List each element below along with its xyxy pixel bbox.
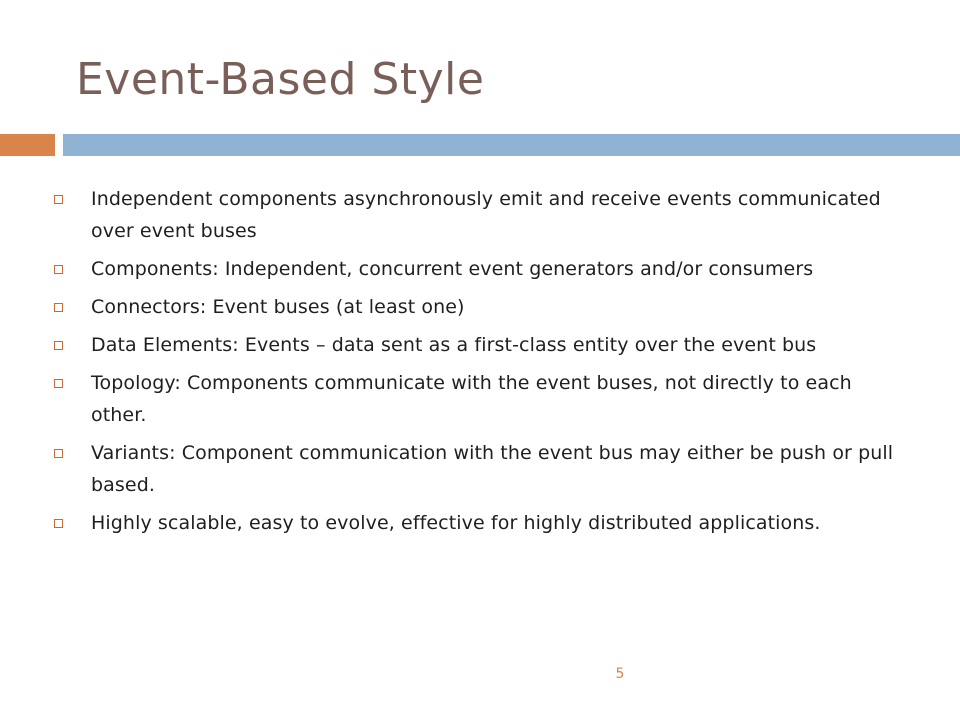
bullet-item <box>52 437 912 501</box>
title-accent-bar-blue <box>63 134 960 156</box>
bullet-text: Data Elements: Events – data sent as a first-class entity over the event bus <box>91 334 817 356</box>
hollow-square-bullet-icon <box>54 265 63 274</box>
bullet-item <box>52 507 912 539</box>
bullet-item <box>52 329 912 361</box>
hollow-square-bullet-icon <box>54 303 63 312</box>
bullet-item <box>52 183 912 247</box>
hollow-square-bullet-icon <box>54 519 63 528</box>
bullet-text: Variants: Component communication with the event bus may either be push or pull based. <box>91 442 894 496</box>
page-number: 5 <box>615 666 625 682</box>
slide-title: Event-Based Style <box>76 54 485 105</box>
bullet-item <box>52 291 912 323</box>
bullet-item <box>52 253 912 285</box>
bullet-text: Highly scalable, easy to evolve, effective for highly distributed applications. <box>91 512 821 534</box>
bullet-item <box>52 367 912 431</box>
title-accent-bar-orange <box>0 134 55 156</box>
hollow-square-bullet-icon <box>54 195 63 204</box>
hollow-square-bullet-icon <box>54 379 63 388</box>
bullet-text: Connectors: Event buses (at least one) <box>91 296 465 318</box>
hollow-square-bullet-icon <box>54 341 63 350</box>
bullet-text: Components: Independent, concurrent event generators and/or consumers <box>91 258 814 280</box>
bullet-text: Independent components asynchronously emit and receive events communicated over event buses <box>91 188 881 242</box>
bullet-text: Topology: Components communicate with the event buses, not directly to each other. <box>91 372 852 426</box>
hollow-square-bullet-icon <box>54 449 63 458</box>
bullet-list <box>52 183 912 545</box>
